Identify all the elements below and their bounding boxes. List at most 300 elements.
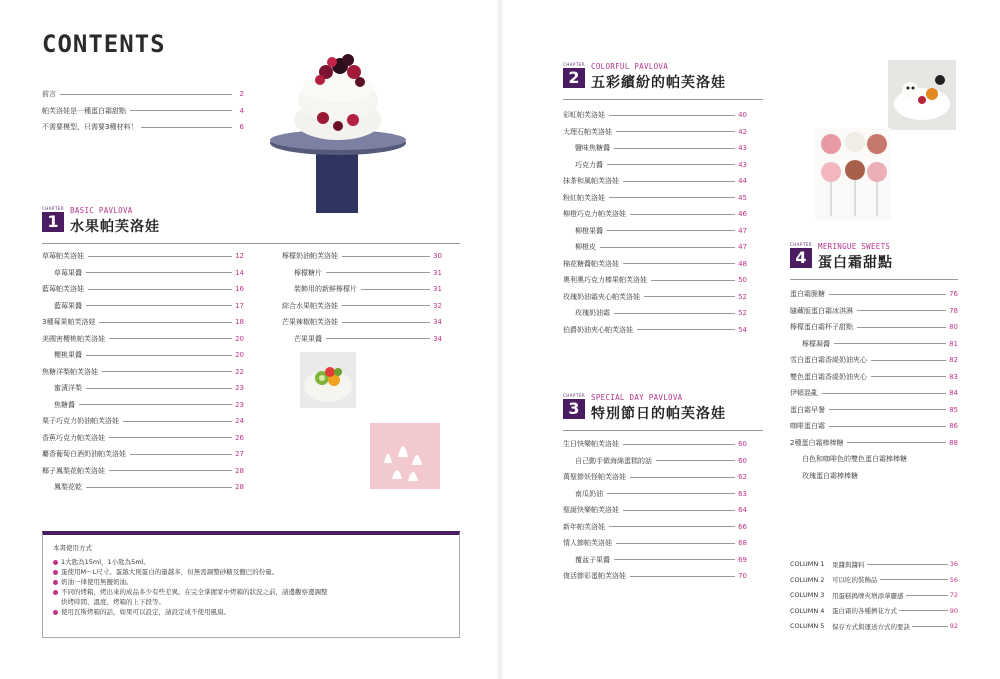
toc-entry [42, 446, 244, 463]
toc-page-number: 17 [235, 301, 244, 310]
toc-entry [42, 86, 244, 103]
toc-page-number: 76 [949, 290, 958, 299]
toc-page-number: 50 [738, 276, 747, 285]
toc-entry [563, 124, 747, 141]
toc-page-number: 64 [738, 506, 747, 515]
toc-entry-title: 新年帕芙洛娃 [563, 522, 605, 531]
toc-entry-title: 帕芙洛娃是一種蛋白霜甜點 [42, 106, 126, 115]
toc-entry [563, 568, 747, 585]
toc-entry-title: 抹茶和風帕芙洛娃 [563, 177, 619, 186]
leader-line [822, 393, 946, 394]
column-entry [790, 618, 958, 634]
toc-page-number: 16 [235, 285, 244, 294]
leader-line [623, 263, 735, 264]
toc-page-number: 34 [433, 334, 442, 343]
leader-line [623, 444, 735, 445]
toc-page-number: 47 [738, 226, 747, 235]
toc-page-number: 88 [949, 438, 958, 447]
toc-entry [42, 119, 244, 136]
column-label: COLUMN 5 [790, 622, 825, 630]
leader-line [86, 487, 232, 488]
toc-entry [42, 463, 244, 480]
column-page-number: 72 [949, 591, 958, 599]
toc-entry [563, 190, 747, 207]
toc-entry-title: 2種蛋白霜棒棒糖 [790, 438, 844, 447]
toc-page-number: 69 [738, 555, 747, 564]
toc-entry-title: 前言 [42, 90, 56, 99]
chapter-label: CHAPTER [790, 242, 813, 247]
toc-entry-title: 櫻桃果醬 [54, 351, 82, 360]
leader-line [123, 421, 232, 422]
leader-line [342, 305, 430, 306]
toc-entry-title: 萬聖節妖怪帕芙洛娃 [563, 473, 626, 482]
column-label: COLUMN 2 [790, 575, 825, 584]
toc-page-number: 52 [738, 292, 747, 301]
toc-entry-title: 美國害櫻桃帕芙洛娃 [42, 334, 105, 343]
leader-line [630, 214, 735, 215]
leader-line [871, 360, 946, 361]
leader-line [60, 94, 232, 95]
toc-entry-title: 粉紅帕芙洛娃 [563, 193, 605, 202]
toc-entry [563, 206, 747, 223]
toc-page-number: 27 [235, 450, 244, 459]
leader-line [623, 181, 735, 182]
leader-line [899, 610, 948, 611]
leader-line [600, 247, 735, 248]
leader-line [644, 296, 735, 297]
toc-subentry [563, 453, 747, 470]
leader-line [86, 388, 232, 389]
toc-entry-title: 草莓帕芙洛娃 [42, 252, 84, 261]
leader-line [912, 626, 948, 627]
toc-entry-title: 柳橙皮 [575, 243, 596, 252]
toc-page-number: 85 [949, 405, 958, 414]
toc-entry-title: 咖啡蛋白霜 [790, 422, 825, 431]
toc-entry-title: 麝香葡萄白酒奶油帕芙洛娃 [42, 450, 126, 459]
how-to-use-box [42, 531, 460, 638]
toc-entry-title: 生日快樂帕芙洛娃 [563, 440, 619, 449]
toc-subentry [42, 397, 244, 414]
leader-line [857, 327, 946, 328]
toc-subentry [42, 479, 244, 496]
leader-line [141, 127, 232, 128]
leader-line [109, 470, 232, 471]
toc-entry [42, 364, 244, 381]
toc-subentry [282, 281, 442, 298]
leader-line [616, 131, 735, 132]
leader-line [614, 313, 735, 314]
leader-line [361, 289, 430, 290]
toc-page-number: 60 [738, 440, 747, 449]
toc-subentry [282, 265, 442, 282]
toc-entry-title: 蜜漬洋梨 [54, 384, 82, 393]
toc-entry-title: 雙色蛋白霜香緹奶油夾心 [790, 372, 867, 381]
toc-entry-title: 鹽味焦糖醬 [575, 144, 610, 153]
toc-entry-title: 藍莓帕芙洛娃 [42, 285, 84, 294]
toc-entry [42, 103, 244, 120]
leader-line [880, 579, 948, 580]
usage-item: 不同的烤箱，烤出來的成品多少有些差異。在完全掌握家中烤箱的狀況之前，請邊觀察邊調整 [53, 587, 449, 597]
chapter-number: 4 [790, 248, 812, 268]
toc-entry [42, 430, 244, 447]
chapter-1-rule [42, 243, 460, 244]
leader-line [102, 371, 232, 372]
toc-entry-title: 草莓果醬 [54, 268, 82, 277]
toc-page-number: 23 [235, 384, 244, 393]
leader-line [829, 409, 946, 410]
toc-entry-title: 焦糖洋梨帕芙洛娃 [42, 367, 98, 376]
toc-entry [42, 281, 244, 298]
toc-page-number: 47 [738, 243, 747, 252]
toc-entry-title: 伊頓混亂 [790, 389, 818, 398]
toc-entry-title: 復活節彩蛋帕芙洛娃 [563, 572, 626, 581]
toc-entry [563, 107, 747, 124]
toc-page-number: 20 [235, 334, 244, 343]
toc-entry [563, 173, 747, 190]
leader-line [130, 454, 232, 455]
toc-page-number: 14 [235, 268, 244, 277]
toc-page-number: 43 [738, 144, 747, 153]
usage-item: 1大匙為15ml，1小匙為5ml。 [53, 557, 449, 567]
leader-line [342, 322, 430, 323]
leader-line [834, 343, 946, 344]
toc-entry [282, 248, 442, 265]
leader-line [623, 510, 735, 511]
toc-page-number: 26 [235, 433, 244, 442]
toc-page-number: 63 [738, 489, 747, 498]
column-page-number: 92 [949, 622, 958, 630]
toc-subentry [563, 223, 747, 240]
column-title: 保存方式與運送方式的要訣 [832, 622, 910, 631]
toc-page-number: 80 [949, 323, 958, 332]
toc-page-number: 70 [738, 572, 747, 581]
usage-item: 使用瓦斯烤箱的話，如果可以設定，請設定成不使用風扇。 [53, 607, 449, 617]
toc-subentry [282, 331, 442, 348]
page-gutter [496, 0, 504, 679]
toc-entry [563, 256, 747, 273]
column-page-number: 90 [949, 606, 958, 615]
toc-page-number: 82 [949, 356, 958, 365]
leader-line [614, 559, 735, 560]
toc-page-number: 52 [738, 309, 747, 318]
toc-entry-title: 玫瑰蛋白霜棒棒糖 [802, 471, 858, 480]
toc-page-number: 78 [949, 306, 958, 315]
toc-entry [790, 418, 958, 435]
column-page-number: 36 [949, 560, 958, 568]
usage-item: 蛋使用M～L尺寸。蛋越大則蛋白的量越多，但無需調整砂糖及鹽巴的份量。 [53, 567, 449, 577]
leader-line [130, 110, 232, 111]
toc-page-number: 62 [738, 473, 747, 482]
column-entry [790, 587, 958, 603]
chapter-en-title: COLORFUL PAVLOVA [591, 62, 669, 71]
leader-line [88, 256, 232, 257]
toc-entry [42, 314, 244, 331]
chapter-number: 3 [563, 399, 585, 419]
leader-line [109, 338, 232, 339]
toc-entry [790, 319, 958, 336]
toc-entry [790, 286, 958, 303]
toc-entry [563, 519, 747, 536]
toc-page-number: 12 [235, 252, 244, 261]
leader-line [109, 437, 232, 438]
toc-entry-title: 覆盆子果醬 [575, 555, 610, 564]
toc-page-number: 81 [949, 339, 958, 348]
toc-subentry [563, 486, 747, 503]
toc-page-number: 30 [433, 252, 442, 261]
toc-entry-title: 聖誕快樂帕芙洛娃 [563, 506, 619, 515]
toc-entry-title: 藍莓果醬 [54, 301, 82, 310]
toc-entry-title: 白色和咖啡色的雙色蛋白霜棒棒糖 [802, 455, 907, 464]
column-entry [790, 572, 958, 588]
toc-entry-title: 3種莓果帕芙洛娃 [42, 318, 96, 327]
leader-line [607, 230, 735, 231]
toc-entry-title: 大理石帕芙洛娃 [563, 127, 612, 136]
toc-page-number: 28 [235, 483, 244, 492]
column-entry [790, 556, 958, 572]
toc-entry [42, 413, 244, 430]
leader-line [607, 493, 735, 494]
toc-entry [42, 248, 244, 265]
toc-entry-title: 裝飾用的新鮮檸檬片 [294, 285, 357, 294]
toc-entry [790, 352, 958, 369]
chapter-label: CHAPTER [563, 393, 586, 398]
toc-page-number: 83 [949, 372, 958, 381]
chapter-4-toc [790, 286, 958, 484]
toc-page-number: 24 [235, 417, 244, 426]
chapter-en-title: SPECIAL DAY PAVLOVA [591, 393, 683, 402]
chapter-1-toc-left [42, 248, 244, 496]
chapter-zh-title: 蛋白霜甜點 [818, 255, 893, 271]
halloween-pavlova-photo [888, 60, 956, 130]
column-entry [790, 603, 958, 619]
toc-subentry [790, 468, 958, 485]
usage-heading: 本書使用方式 [53, 544, 92, 552]
leader-line [630, 477, 735, 478]
toc-page-number: 60 [738, 456, 747, 465]
toc-page-number: 43 [738, 160, 747, 169]
toc-page-number: 31 [433, 285, 442, 294]
toc-page-number: 20 [235, 351, 244, 360]
chapter-3-toc [563, 436, 747, 585]
chapter-zh-title: 五彩繽紛的帕芙洛娃 [591, 75, 726, 91]
toc-page-number: 4 [239, 106, 244, 115]
leader-line [609, 526, 735, 527]
chapter-1-toc-right [282, 248, 442, 347]
toc-entry [563, 322, 747, 339]
toc-page-number: 68 [738, 539, 747, 548]
leader-line [86, 305, 232, 306]
column-title: 用蛋糕搗牌夾增添華麗感 [832, 591, 904, 600]
toc-entry [282, 298, 442, 315]
chapter-1-heading [42, 206, 160, 236]
toc-entry-title: 蛋白霜脆糖 [790, 290, 825, 299]
column-title: 果醬與醬料 [832, 560, 865, 569]
leader-line [871, 376, 946, 377]
toc-page-number: 84 [949, 389, 958, 398]
page-title: CONTENTS [42, 30, 166, 58]
leader-line [86, 355, 232, 356]
leader-line [630, 576, 735, 577]
toc-entry-title: 玫瑰奶油霜夾心帕芙洛娃 [563, 292, 640, 301]
leader-line [867, 564, 948, 565]
toc-page-number: 28 [235, 466, 244, 475]
toc-page-number: 40 [738, 111, 747, 120]
toc-page-number: 31 [433, 268, 442, 277]
toc-entry-title: 巧克力醬 [575, 160, 603, 169]
toc-entry [790, 303, 958, 320]
toc-subentry [42, 265, 244, 282]
toc-page-number: 18 [235, 318, 244, 327]
toc-subentry [42, 298, 244, 315]
toc-entry-title: 自己動手做海綿蛋糕的話 [575, 456, 652, 465]
toc-entry-title: 棉花糖醬帕芙洛娃 [563, 259, 619, 268]
chapter-2-rule [563, 99, 763, 100]
toc-entry-title: 檸檬凝醬 [802, 339, 830, 348]
toc-subentry [563, 239, 747, 256]
toc-entry-title: 奧利奧巧克力榛果帕芙洛娃 [563, 276, 647, 285]
leader-line [79, 404, 232, 405]
toc-entry [563, 289, 747, 306]
chapter-en-title: BASIC PAVLOVA [70, 206, 133, 215]
toc-entry-title: 隨藏版蛋白霜冰淇淋 [790, 306, 853, 315]
toc-entry [563, 469, 747, 486]
column-label: COLUMN 3 [790, 591, 825, 599]
toc-entry-title: 不需要模型，只需要3種材料！ [42, 123, 138, 132]
toc-entry-title: 彩虹帕芙洛娃 [563, 111, 605, 120]
column-page-number: 56 [949, 575, 958, 584]
leader-line [829, 426, 946, 427]
toc-entry-title: 綜合水果帕芙洛娃 [282, 301, 338, 310]
chapter-3-heading [563, 393, 726, 423]
usage-item-continued: 烘烤時間、溫度、烤箱的上下段等。 [61, 598, 165, 606]
leader-line [326, 272, 430, 273]
toc-page-number: 6 [239, 123, 244, 132]
column-label: COLUMN 1 [790, 560, 825, 568]
chapter-3-rule [563, 430, 763, 431]
toc-entry [282, 314, 442, 331]
toc-subentry [563, 305, 747, 322]
toc-entry [790, 385, 958, 402]
toc-entry-title: 椰子鳳梨花帕芙洛娃 [42, 466, 105, 475]
leader-line [609, 115, 735, 116]
toc-subentry [42, 347, 244, 364]
leader-line [88, 289, 232, 290]
chapter-2-toc [563, 107, 747, 338]
toc-entry-title: 南瓜奶油 [575, 489, 603, 498]
toc-subentry [563, 552, 747, 569]
chapter-label: CHAPTER [563, 62, 586, 67]
toc-entry [790, 369, 958, 386]
leader-line [86, 272, 232, 273]
leader-line [906, 595, 948, 596]
toc-entry-title: 焦糖醬 [54, 400, 75, 409]
toc-entry-title: 檸檬奶油帕芙洛娃 [282, 252, 338, 261]
column-title: 蛋白霜的各種擠花方式 [832, 607, 897, 615]
chapter-4-heading [790, 242, 893, 272]
chapter-zh-title: 水果帕芙洛娃 [70, 219, 160, 235]
toc-subentry [563, 140, 747, 157]
toc-entry-title: 蛋白霜早餐 [790, 405, 825, 414]
toc-entry-title: 檸檬蛋白霜杯子甜點 [790, 323, 853, 332]
chapter-4-rule [790, 279, 958, 280]
chapter-en-title: MERINGUE SWEETS [818, 242, 891, 251]
toc-entry-title: 鳳梨花乾 [54, 483, 82, 492]
toc-entry-title: 芒果果醬 [294, 334, 322, 343]
toc-subentry [790, 336, 958, 353]
toc-page-number: 2 [239, 90, 244, 99]
leader-line [326, 338, 430, 339]
leader-line [99, 322, 232, 323]
toc-entry [563, 272, 747, 289]
toc-entry-title: 栗子巧克力奶油帕芙洛娃 [42, 417, 119, 426]
toc-page-number: 42 [738, 127, 747, 136]
toc-page-number: 86 [949, 422, 958, 431]
chapter-number: 2 [563, 68, 585, 88]
toc-page-number: 22 [235, 367, 244, 376]
toc-entry-title: 伯爵奶油夾心帕芙洛娃 [563, 325, 633, 334]
toc-page-number: 45 [738, 193, 747, 202]
toc-entry-title: 檸檬糖片 [294, 268, 322, 277]
leader-line [829, 294, 946, 295]
toc-entry [790, 435, 958, 452]
toc-page-number: 48 [738, 259, 747, 268]
column-label: COLUMN 4 [790, 606, 825, 615]
toc-subentry [42, 380, 244, 397]
toc-page-number: 54 [738, 325, 747, 334]
chapter-number: 1 [42, 212, 64, 232]
leader-line [614, 148, 735, 149]
toc-entry-title: 柳橙巧克力帕芙洛娃 [563, 210, 626, 219]
toc-page-number: 34 [433, 318, 442, 327]
chapter-label: CHAPTER [42, 206, 65, 211]
toc-entry-title: 玫瑰奶油霜 [575, 309, 610, 318]
toc-entry-title: 香蕉巧克力帕芙洛娃 [42, 433, 105, 442]
toc-entry [563, 502, 747, 519]
toc-entry [790, 402, 958, 419]
leader-line [857, 310, 946, 311]
meringue-kisses-photo [370, 423, 440, 489]
intro-toc [42, 86, 244, 136]
toc-page-number: 66 [738, 522, 747, 531]
toc-subentry [790, 451, 958, 468]
fruit-pavlova-photo [300, 352, 356, 408]
toc-entry-title: 情人節帕芙洛娃 [563, 539, 612, 548]
toc-page-number: 44 [738, 177, 747, 186]
meringue-lollipops-photo [815, 128, 891, 220]
toc-page-number: 46 [738, 210, 747, 219]
toc-subentry [563, 157, 747, 174]
toc-page-number: 32 [433, 301, 442, 310]
leader-line [607, 164, 735, 165]
chapter-zh-title: 特別節日的帕芙洛娃 [591, 406, 726, 422]
leader-line [342, 256, 430, 257]
chapter-2-heading [563, 62, 726, 92]
leader-line [656, 460, 735, 461]
pavlova-cake-photo [268, 48, 408, 216]
toc-entry [42, 331, 244, 348]
leader-line [651, 280, 735, 281]
toc-page-number: 23 [235, 400, 244, 409]
toc-entry [563, 436, 747, 453]
toc-entry-title: 芒果辣椒帕芙洛娃 [282, 318, 338, 327]
column-title: 可以吃的裝飾品 [832, 576, 878, 584]
leader-line [637, 329, 735, 330]
leader-line [616, 543, 735, 544]
usage-item: 奶油一律使用無鹽奶油。 [53, 577, 449, 587]
toc-entry [563, 535, 747, 552]
toc-entry-title: 雪白蛋白霜香緹奶油夾心 [790, 356, 867, 365]
leader-line [609, 197, 735, 198]
